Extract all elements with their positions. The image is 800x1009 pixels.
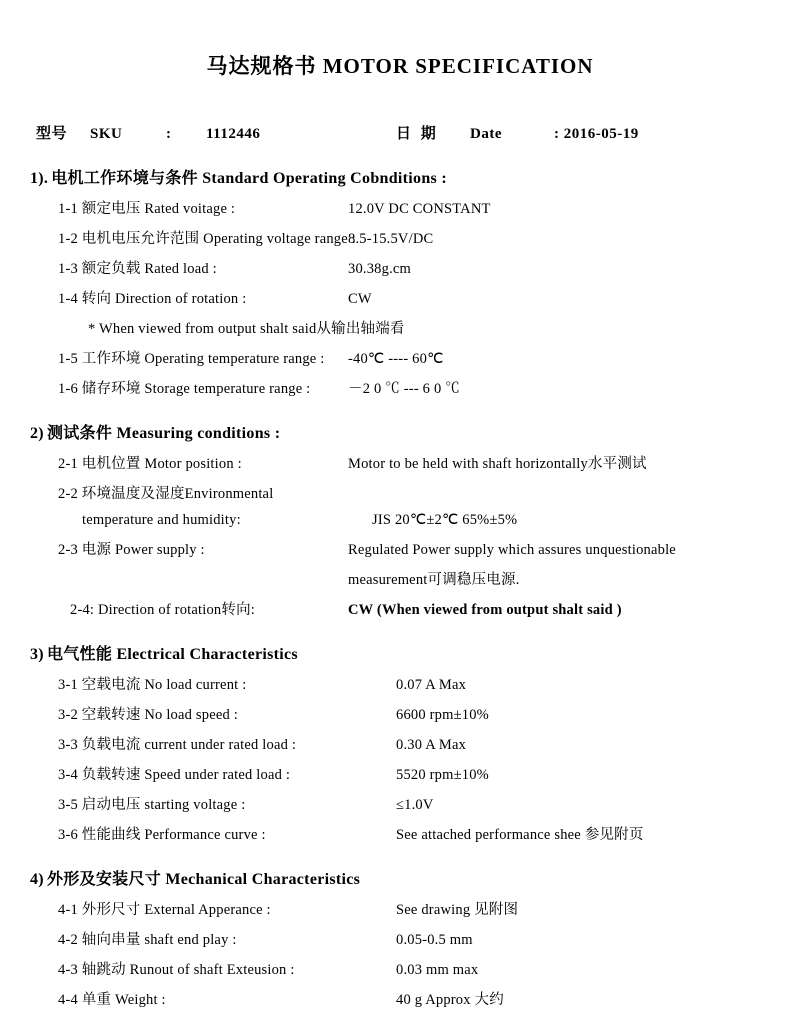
section-3-number: 3) bbox=[30, 646, 44, 663]
spec-label: 2-1 电机位置 Motor position : bbox=[58, 456, 242, 472]
spec-value: CW (When viewed from output shalt said ) bbox=[348, 602, 622, 618]
spec-label: 1-5 工作环境 Operating temperature range : bbox=[58, 351, 325, 367]
model-colon: : bbox=[166, 126, 172, 142]
spec-value: See drawing 见附图 bbox=[396, 902, 519, 918]
spec-row bbox=[0, 703, 800, 724]
spec-label: 1-1 额定电压 Rated voitage : bbox=[58, 201, 236, 217]
spec-value: 0.03 mm max bbox=[396, 962, 479, 978]
spec-value: 8.5-15.5V/DC bbox=[348, 231, 434, 247]
section-standard-operating-conditions bbox=[0, 165, 800, 398]
date-label-en: Date bbox=[470, 126, 502, 142]
spec-row bbox=[0, 347, 800, 368]
spec-label: 4-1 外形尺寸 External Apperance : bbox=[58, 902, 271, 918]
section-1-title: 电机工作环境与条件 Standard Operating Cobnditions : bbox=[51, 170, 447, 187]
spec-value: 0.30 A Max bbox=[396, 737, 467, 753]
spec-value: -40℃ ---- 60℃ bbox=[348, 351, 444, 367]
spec-value: Regulated Power supply which assures unquestionable bbox=[348, 542, 676, 558]
spec-label: 2-2 环境温度及湿度Environmental bbox=[58, 486, 274, 502]
spec-value: See attached performance shee 参见附页 bbox=[396, 827, 644, 843]
spec-value: JIS 20℃±2℃ 65%±5% bbox=[372, 512, 518, 528]
spec-label: 4-2 轴向串量 shaft end play : bbox=[58, 932, 237, 948]
spec-value: 5520 rpm±10% bbox=[396, 767, 489, 783]
spec-value: 40 g Approx 大约 bbox=[396, 992, 504, 1008]
section-2-heading bbox=[0, 420, 800, 443]
spec-row bbox=[0, 257, 800, 278]
section-measuring-conditions bbox=[0, 420, 800, 619]
spec-label: 1-6 储存环境 Storage temperature range : bbox=[58, 381, 311, 397]
spec-value: 0.05-0.5 mm bbox=[396, 932, 473, 948]
document-page bbox=[0, 50, 800, 1008]
section-1-heading bbox=[0, 165, 800, 188]
spec-value: CW bbox=[348, 291, 372, 307]
spec-label: 4-3 轴跳动 Runout of shaft Exteusion : bbox=[58, 962, 295, 978]
section-2-number: 2) bbox=[30, 425, 44, 442]
section-3-heading bbox=[0, 641, 800, 664]
spec-note bbox=[0, 317, 800, 338]
spec-row bbox=[0, 287, 800, 308]
document-meta bbox=[0, 122, 800, 143]
spec-value: 0.07 A Max bbox=[396, 677, 467, 693]
spec-label: 4-4 单重 Weight : bbox=[58, 992, 166, 1008]
section-2-title: 测试条件 Measuring conditions : bbox=[46, 425, 281, 442]
section-3-title: 电气性能 Electrical Characteristics bbox=[46, 646, 298, 663]
date-value: : 2016-05-19 bbox=[554, 126, 639, 142]
model-value: 1112446 bbox=[206, 126, 261, 142]
spec-row bbox=[0, 958, 800, 979]
spec-value: Motor to be held with shaft horizontally水平测试 bbox=[348, 456, 647, 472]
spec-row-continued bbox=[0, 568, 800, 589]
spec-label: 3-3 负载电流 current under rated load : bbox=[58, 737, 297, 753]
spec-label: 1-2 电机电压允许范围 Operating voltage range : bbox=[58, 231, 356, 247]
spec-row bbox=[0, 452, 800, 473]
spec-label: 1-3 额定负载 Rated load : bbox=[58, 261, 217, 277]
spec-label: 3-2 空载转速 No load speed : bbox=[58, 707, 238, 723]
spec-value: －2 0 ℃ --- 6 0 ℃ bbox=[348, 381, 460, 397]
spec-row bbox=[0, 538, 800, 559]
spec-value: 12.0V DC CONSTANT bbox=[348, 201, 491, 217]
spec-label: 3-1 空载电流 No load current : bbox=[58, 677, 247, 693]
spec-row-continued bbox=[0, 512, 800, 529]
spec-value: ≤1.0V bbox=[396, 797, 434, 813]
spec-label: 3-4 负载转速 Speed under rated load : bbox=[58, 767, 291, 783]
spec-label: temperature and humidity: bbox=[82, 512, 241, 528]
spec-row bbox=[0, 227, 800, 248]
spec-note-text: * When viewed from output shalt said从输出轴端看 bbox=[88, 321, 405, 337]
model-label-en: SKU bbox=[90, 126, 123, 142]
spec-value: measurement可调稳压电源. bbox=[348, 572, 520, 588]
spec-label: 2-4: Direction of rotation转向: bbox=[70, 602, 255, 618]
spec-row bbox=[0, 673, 800, 694]
spec-row bbox=[0, 598, 800, 619]
section-4-heading bbox=[0, 866, 800, 889]
section-4-number: 4) bbox=[30, 871, 44, 888]
section-electrical-characteristics bbox=[0, 641, 800, 844]
model-label-cn: 型号 bbox=[36, 126, 68, 142]
spec-row bbox=[0, 823, 800, 844]
spec-row bbox=[0, 928, 800, 949]
spec-row bbox=[0, 733, 800, 754]
spec-row bbox=[0, 482, 800, 503]
spec-row bbox=[0, 197, 800, 218]
spec-value: 30.38g.cm bbox=[348, 261, 412, 277]
spec-row bbox=[0, 793, 800, 814]
page-title: 马达规格书 MOTOR SPECIFICATION bbox=[206, 54, 594, 78]
date-label-cn: 日 期 bbox=[396, 126, 439, 142]
spec-row bbox=[0, 898, 800, 919]
spec-row bbox=[0, 988, 800, 1009]
spec-label: 2-3 电源 Power supply : bbox=[58, 542, 205, 558]
spec-label: 1-4 转向 Direction of rotation : bbox=[58, 291, 247, 307]
spec-label: 3-6 性能曲线 Performance curve : bbox=[58, 827, 266, 843]
spec-row bbox=[0, 377, 800, 398]
section-4-title: 外形及安装尺寸 Mechanical Characteristics bbox=[46, 871, 361, 888]
spec-label: 3-5 启动电压 starting voltage : bbox=[58, 797, 246, 813]
section-mechanical-characteristics bbox=[0, 866, 800, 1009]
spec-value: 6600 rpm±10% bbox=[396, 707, 489, 723]
section-1-number: 1). bbox=[30, 170, 49, 187]
spec-row bbox=[0, 763, 800, 784]
